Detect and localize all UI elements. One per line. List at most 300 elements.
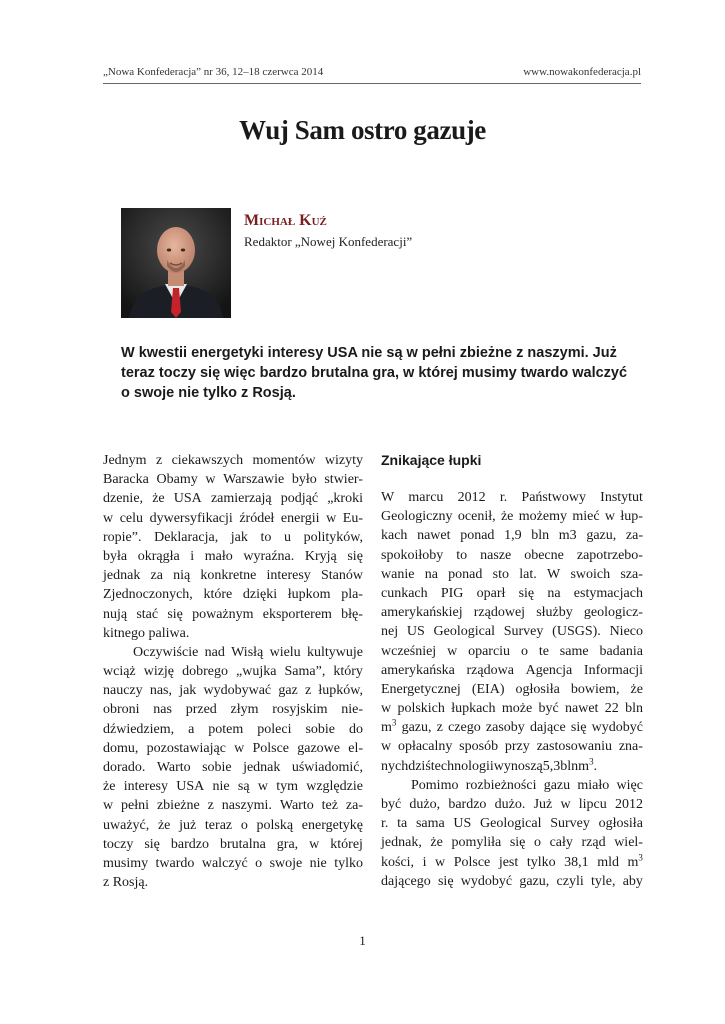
- word: Już: [533, 797, 553, 812]
- word: zamierzają: [210, 491, 272, 507]
- word: się: [518, 585, 535, 601]
- text-line: [381, 642, 643, 661]
- word: gazu: [543, 777, 574, 793]
- word: u: [283, 529, 291, 545]
- word: łupkom: [287, 587, 331, 603]
- word: jednak: [103, 568, 141, 584]
- word: ponad: [448, 566, 483, 582]
- word: być: [381, 797, 402, 812]
- text-line: [103, 758, 363, 777]
- word: na: [547, 585, 561, 601]
- word: się: [144, 836, 160, 852]
- word: było: [291, 472, 317, 488]
- word: gaz: [278, 683, 298, 699]
- word: kitnego: [103, 625, 149, 641]
- word: sto: [492, 566, 509, 582]
- word: Polsce: [252, 740, 290, 756]
- word: Geological: [480, 816, 542, 832]
- word: z: [436, 720, 443, 736]
- word: i: [422, 854, 427, 870]
- word: polską: [256, 817, 294, 833]
- word: same: [559, 643, 589, 659]
- word: oparł: [476, 585, 506, 601]
- word: technologii: [430, 758, 494, 774]
- word: o: [240, 817, 248, 833]
- word: Survey: [550, 816, 590, 832]
- text-line: [381, 795, 643, 814]
- word: polskich: [397, 701, 445, 717]
- word: z: [304, 683, 312, 699]
- word: błę-: [341, 606, 363, 622]
- word: wydobyć: [591, 720, 643, 736]
- word: 22: [604, 701, 619, 717]
- word: badania: [599, 643, 643, 659]
- text-line: [381, 584, 643, 603]
- article-title: Wuj Sam ostro gazuje: [239, 115, 486, 145]
- text-line: [103, 777, 363, 796]
- word: dające: [529, 720, 566, 736]
- word: mało: [204, 548, 233, 564]
- website-url[interactable]: www.nowakonfederacja.pl: [523, 66, 641, 78]
- text-line: [103, 873, 363, 892]
- word: walczyć: [201, 855, 248, 871]
- word: już: [179, 817, 197, 833]
- word: nie-: [341, 702, 363, 718]
- word: te: [538, 643, 549, 659]
- word: pełni: [121, 798, 150, 814]
- word: zna-: [618, 739, 643, 755]
- word: Deklaracja,: [154, 529, 219, 545]
- word: W: [546, 566, 561, 582]
- word: które: [203, 587, 233, 603]
- text-line: [381, 661, 643, 680]
- word: $m^3$: [627, 851, 643, 870]
- word: wizję: [143, 664, 175, 680]
- word: interesy: [123, 779, 169, 795]
- word: bln: [560, 758, 579, 774]
- word: teraz: [204, 817, 233, 833]
- word: geologicz-: [583, 605, 643, 621]
- text-line: [103, 605, 363, 624]
- word: 1,9: [504, 528, 522, 544]
- text-line: [103, 566, 363, 585]
- body-column-left: [103, 451, 363, 892]
- word: to: [456, 547, 468, 563]
- word: kultywuje: [307, 644, 363, 660]
- word: zastosowaniu: [536, 739, 613, 755]
- word: zasoby: [485, 720, 525, 736]
- word: pla-: [341, 587, 363, 603]
- word: wyraźna.: [243, 548, 295, 564]
- word: Agencja: [525, 662, 573, 678]
- text-line: [103, 700, 363, 719]
- word: toczy: [103, 836, 134, 852]
- word: pozostawiając: [146, 740, 226, 756]
- word: tyle,: [590, 873, 616, 889]
- word: ponad: [460, 528, 495, 544]
- word: poważnym: [192, 606, 254, 622]
- word: w: [381, 701, 392, 717]
- word: być: [538, 701, 559, 717]
- word: dobrego: [182, 664, 228, 680]
- word: że: [152, 491, 165, 507]
- word: nej: [381, 624, 399, 640]
- word: Wisłą: [231, 644, 267, 660]
- word: swoje: [269, 855, 303, 871]
- word: Survey: [503, 624, 544, 640]
- text-line: [381, 546, 643, 565]
- word: 38,1: [564, 854, 589, 870]
- word: której: [330, 836, 363, 852]
- word: (EIA): [471, 681, 505, 697]
- word: o: [520, 643, 528, 659]
- word: bardzo: [170, 836, 209, 852]
- word: a: [188, 721, 195, 737]
- word: marcu: [408, 490, 444, 505]
- word: przed: [185, 702, 217, 718]
- word: brutalna: [219, 836, 266, 852]
- word: dzięki: [242, 587, 278, 603]
- word: do: [348, 721, 363, 737]
- word: o: [255, 855, 263, 871]
- word: stwier-: [324, 472, 363, 488]
- word: złym: [230, 702, 259, 718]
- word: przy: [504, 739, 530, 755]
- text-line: [381, 872, 643, 891]
- word: dzenie,: [103, 491, 144, 507]
- word: dorado.: [103, 760, 146, 775]
- journal-issue: „Nowa Konfederacja” nr 36, 12–18 czerwca 2014: [103, 66, 324, 78]
- word: dużo.: [494, 797, 526, 812]
- word: cały: [549, 835, 573, 851]
- text-line: [381, 776, 643, 795]
- word: wielu: [269, 644, 305, 660]
- word: w: [447, 643, 458, 659]
- word: lat.: [519, 566, 537, 582]
- word: nią: [173, 568, 191, 584]
- word: tylko: [526, 854, 556, 870]
- word: w: [257, 779, 268, 795]
- word: konkretne: [200, 568, 257, 584]
- word: w: [435, 854, 446, 870]
- word: w: [205, 472, 216, 488]
- word: za-: [345, 798, 363, 814]
- text-line: [103, 681, 363, 700]
- word: m3: [558, 528, 577, 544]
- word: służby: [536, 605, 573, 621]
- word: nad: [204, 644, 229, 660]
- word: gazu,: [586, 528, 617, 544]
- word: amerykańska: [381, 662, 455, 678]
- word: jest: [498, 854, 519, 870]
- word: mld: [597, 854, 619, 870]
- word: miało: [577, 777, 613, 793]
- word: się: [509, 835, 526, 851]
- word: W: [381, 490, 395, 505]
- text-line: [381, 565, 643, 584]
- word: że: [103, 779, 116, 795]
- word: okrągła: [137, 548, 180, 564]
- word: cunkach: [381, 585, 428, 601]
- word: domu,: [103, 740, 139, 756]
- word: podjąć: [280, 491, 319, 507]
- word: była: [103, 548, 128, 564]
- word: z: [155, 453, 163, 468]
- word: potem: [208, 721, 244, 737]
- word: rozbieżności: [465, 777, 540, 793]
- running-header: [103, 66, 641, 84]
- word: wizyty: [324, 453, 363, 468]
- word: że: [157, 817, 171, 833]
- text-line: [103, 643, 363, 662]
- word: amerykańskiej: [381, 605, 463, 621]
- word: nawet: [565, 701, 599, 717]
- word: obroni: [103, 702, 140, 718]
- word: 5,3: [542, 758, 561, 774]
- word: z: [207, 798, 214, 814]
- word: swoich: [570, 566, 611, 582]
- word: że: [500, 509, 514, 525]
- word: że: [630, 681, 643, 697]
- word: z: [103, 875, 113, 891]
- word: nas,: [149, 683, 173, 699]
- word: celu: [119, 510, 144, 526]
- text-line: [381, 737, 643, 756]
- word: gazu,: [519, 873, 550, 889]
- word: Instytut: [600, 490, 643, 505]
- word: $m^3$.: [578, 755, 598, 774]
- word: momentów: [252, 453, 316, 468]
- word: dużo,: [409, 797, 441, 812]
- word: mieć: [572, 509, 600, 525]
- word: pomyliła: [451, 835, 502, 851]
- word: Stanów: [320, 568, 363, 584]
- text-line: [381, 757, 643, 776]
- text-line: [381, 718, 643, 737]
- word: łupków,: [318, 683, 363, 699]
- word: Geologiczny: [381, 509, 453, 525]
- word: r.: [499, 490, 508, 505]
- word: rządowej: [473, 605, 526, 621]
- word: Oczywiście: [133, 644, 202, 660]
- word: tylko: [334, 855, 363, 871]
- text-line: [103, 662, 363, 681]
- word: dźwiedziem,: [103, 721, 175, 737]
- word: sza-: [620, 566, 643, 582]
- word: Baracka: [103, 472, 149, 488]
- word: są: [237, 779, 250, 795]
- word: uważyć,: [103, 817, 150, 833]
- word: się: [570, 720, 587, 736]
- word: może: [501, 701, 533, 717]
- lead-line: o swoje nie tylko z Rosją.: [121, 385, 296, 401]
- text-line: [381, 814, 643, 833]
- word: Warszawie: [223, 472, 285, 488]
- word: energii: [280, 510, 320, 526]
- word: USA: [173, 491, 202, 507]
- text-line: [381, 507, 643, 526]
- word: Nieco: [609, 624, 643, 640]
- word: eksporterem: [262, 606, 332, 622]
- word: „kroki: [327, 491, 363, 507]
- word: czego: [448, 720, 481, 736]
- word: rządowa: [466, 662, 514, 678]
- word: US: [406, 624, 425, 640]
- word: wynoszą: [493, 758, 543, 774]
- text-line: [103, 451, 363, 470]
- word: nasze: [480, 547, 512, 563]
- word: oparciu: [468, 643, 511, 659]
- word: nauczy: [103, 683, 143, 699]
- text-line: [103, 816, 363, 835]
- word: nie: [212, 779, 230, 795]
- word: bln: [531, 528, 550, 544]
- text-line: [381, 603, 643, 622]
- word: wciąż: [103, 664, 136, 680]
- word: rosyjskim: [272, 702, 328, 718]
- word: w: [234, 740, 245, 756]
- word: się: [437, 873, 454, 889]
- word: zbieżne: [156, 798, 200, 814]
- word: możemy: [518, 509, 567, 525]
- word: lipcu: [578, 797, 607, 812]
- text-line: [381, 833, 643, 852]
- word: to: [260, 529, 272, 545]
- word: „wujka: [236, 664, 277, 680]
- word: bardzo: [448, 797, 487, 812]
- body-column-right: [381, 488, 643, 891]
- text-line: [103, 547, 363, 566]
- lead-line: W kwestii energetyki interesy USA nie są w pełni zbieżne z naszymi. Już: [121, 345, 617, 361]
- word: się: [167, 606, 183, 622]
- text-line: [381, 622, 643, 641]
- word: ciekawszych: [171, 453, 244, 468]
- word: jak: [179, 683, 197, 699]
- text-line: [103, 854, 363, 873]
- word: ogłosiła: [598, 816, 643, 832]
- word: w: [309, 836, 320, 852]
- word: i: [190, 548, 195, 564]
- word: obecne: [524, 547, 564, 563]
- word: twardo: [155, 855, 195, 871]
- word: paliwa.: [148, 625, 190, 641]
- word: Pomimo: [411, 777, 462, 793]
- word: w: [103, 510, 114, 526]
- word: jednak: [243, 760, 281, 775]
- word: ta: [397, 816, 408, 832]
- word: kości,: [381, 854, 415, 870]
- word: Państwowy: [521, 490, 586, 505]
- word: polityków,: [303, 529, 363, 545]
- word: kach: [381, 528, 408, 544]
- word: el-: [348, 740, 363, 756]
- word: gra,: [276, 836, 299, 852]
- word: dającego: [381, 873, 431, 889]
- word: aby: [622, 873, 643, 889]
- word: wanie: [381, 566, 415, 582]
- text-line: [103, 470, 363, 489]
- word: Polsce: [453, 854, 491, 870]
- word: że: [430, 835, 443, 851]
- word: który: [333, 664, 363, 680]
- word: gazowe: [297, 740, 341, 756]
- text-line: [103, 796, 363, 815]
- text-line: [381, 699, 643, 718]
- word: względzie: [306, 779, 363, 795]
- word: bln: [625, 701, 643, 717]
- word: sobie: [202, 760, 232, 775]
- word: za-: [625, 528, 643, 544]
- text-line: [103, 624, 363, 643]
- author-photo: [121, 208, 231, 318]
- word: uświadomić,: [291, 760, 363, 775]
- word: naszymi.: [221, 798, 272, 814]
- word: 2012: [614, 797, 643, 812]
- word: Informacji: [583, 662, 643, 678]
- lead-line: teraz toczy się więc bardzo brutalna gra, w której musimy twardo walczyć: [121, 365, 628, 381]
- word: Kryją: [304, 548, 337, 564]
- word: dziś: [408, 758, 431, 774]
- word: Geological: [433, 624, 495, 640]
- word: łupkach: [451, 701, 496, 717]
- author-name: Michał Kuź: [244, 212, 327, 229]
- word: jak: [230, 529, 248, 545]
- word: wiel-: [614, 835, 643, 851]
- word: sposób: [459, 739, 499, 755]
- word: nych: [381, 758, 409, 774]
- text-line: [103, 528, 363, 547]
- word: wydobyć: [460, 873, 513, 889]
- word: Jednym: [103, 453, 147, 468]
- word: za: [150, 568, 163, 584]
- word: Warto: [156, 760, 191, 775]
- text-line: [103, 835, 363, 854]
- text-line: [103, 489, 363, 508]
- word: Energetycznej: [381, 681, 461, 697]
- word: w: [560, 797, 571, 812]
- word: jednak,: [381, 835, 422, 851]
- word: Warto: [279, 798, 314, 814]
- word: też: [321, 798, 338, 814]
- text-line: [381, 680, 643, 699]
- word: Obamy: [156, 472, 198, 488]
- word: czyli: [556, 873, 584, 889]
- word: Eu-: [342, 510, 363, 526]
- word: nie: [309, 855, 327, 871]
- word: Sama”,: [284, 664, 326, 680]
- word: estymacjach: [573, 585, 643, 601]
- word: w: [103, 798, 114, 814]
- word: US: [453, 816, 472, 832]
- word: wydobywać: [203, 683, 272, 699]
- word: na: [424, 566, 438, 582]
- word: łup-: [620, 509, 643, 525]
- text-line: [103, 585, 363, 604]
- word: gazu,: [401, 720, 432, 736]
- word: musimy: [103, 855, 149, 871]
- word: poleci: [257, 721, 292, 737]
- word: źródeł: [239, 510, 275, 526]
- word: $m^3$: [381, 717, 397, 736]
- word: w: [326, 510, 337, 526]
- word: się: [347, 548, 363, 564]
- page-number: 1: [359, 933, 366, 948]
- text-line: [103, 720, 363, 739]
- word: tym: [276, 779, 298, 795]
- word: sobie: [305, 721, 336, 737]
- lead-paragraph: [121, 343, 626, 403]
- word: bowiem,: [570, 681, 620, 697]
